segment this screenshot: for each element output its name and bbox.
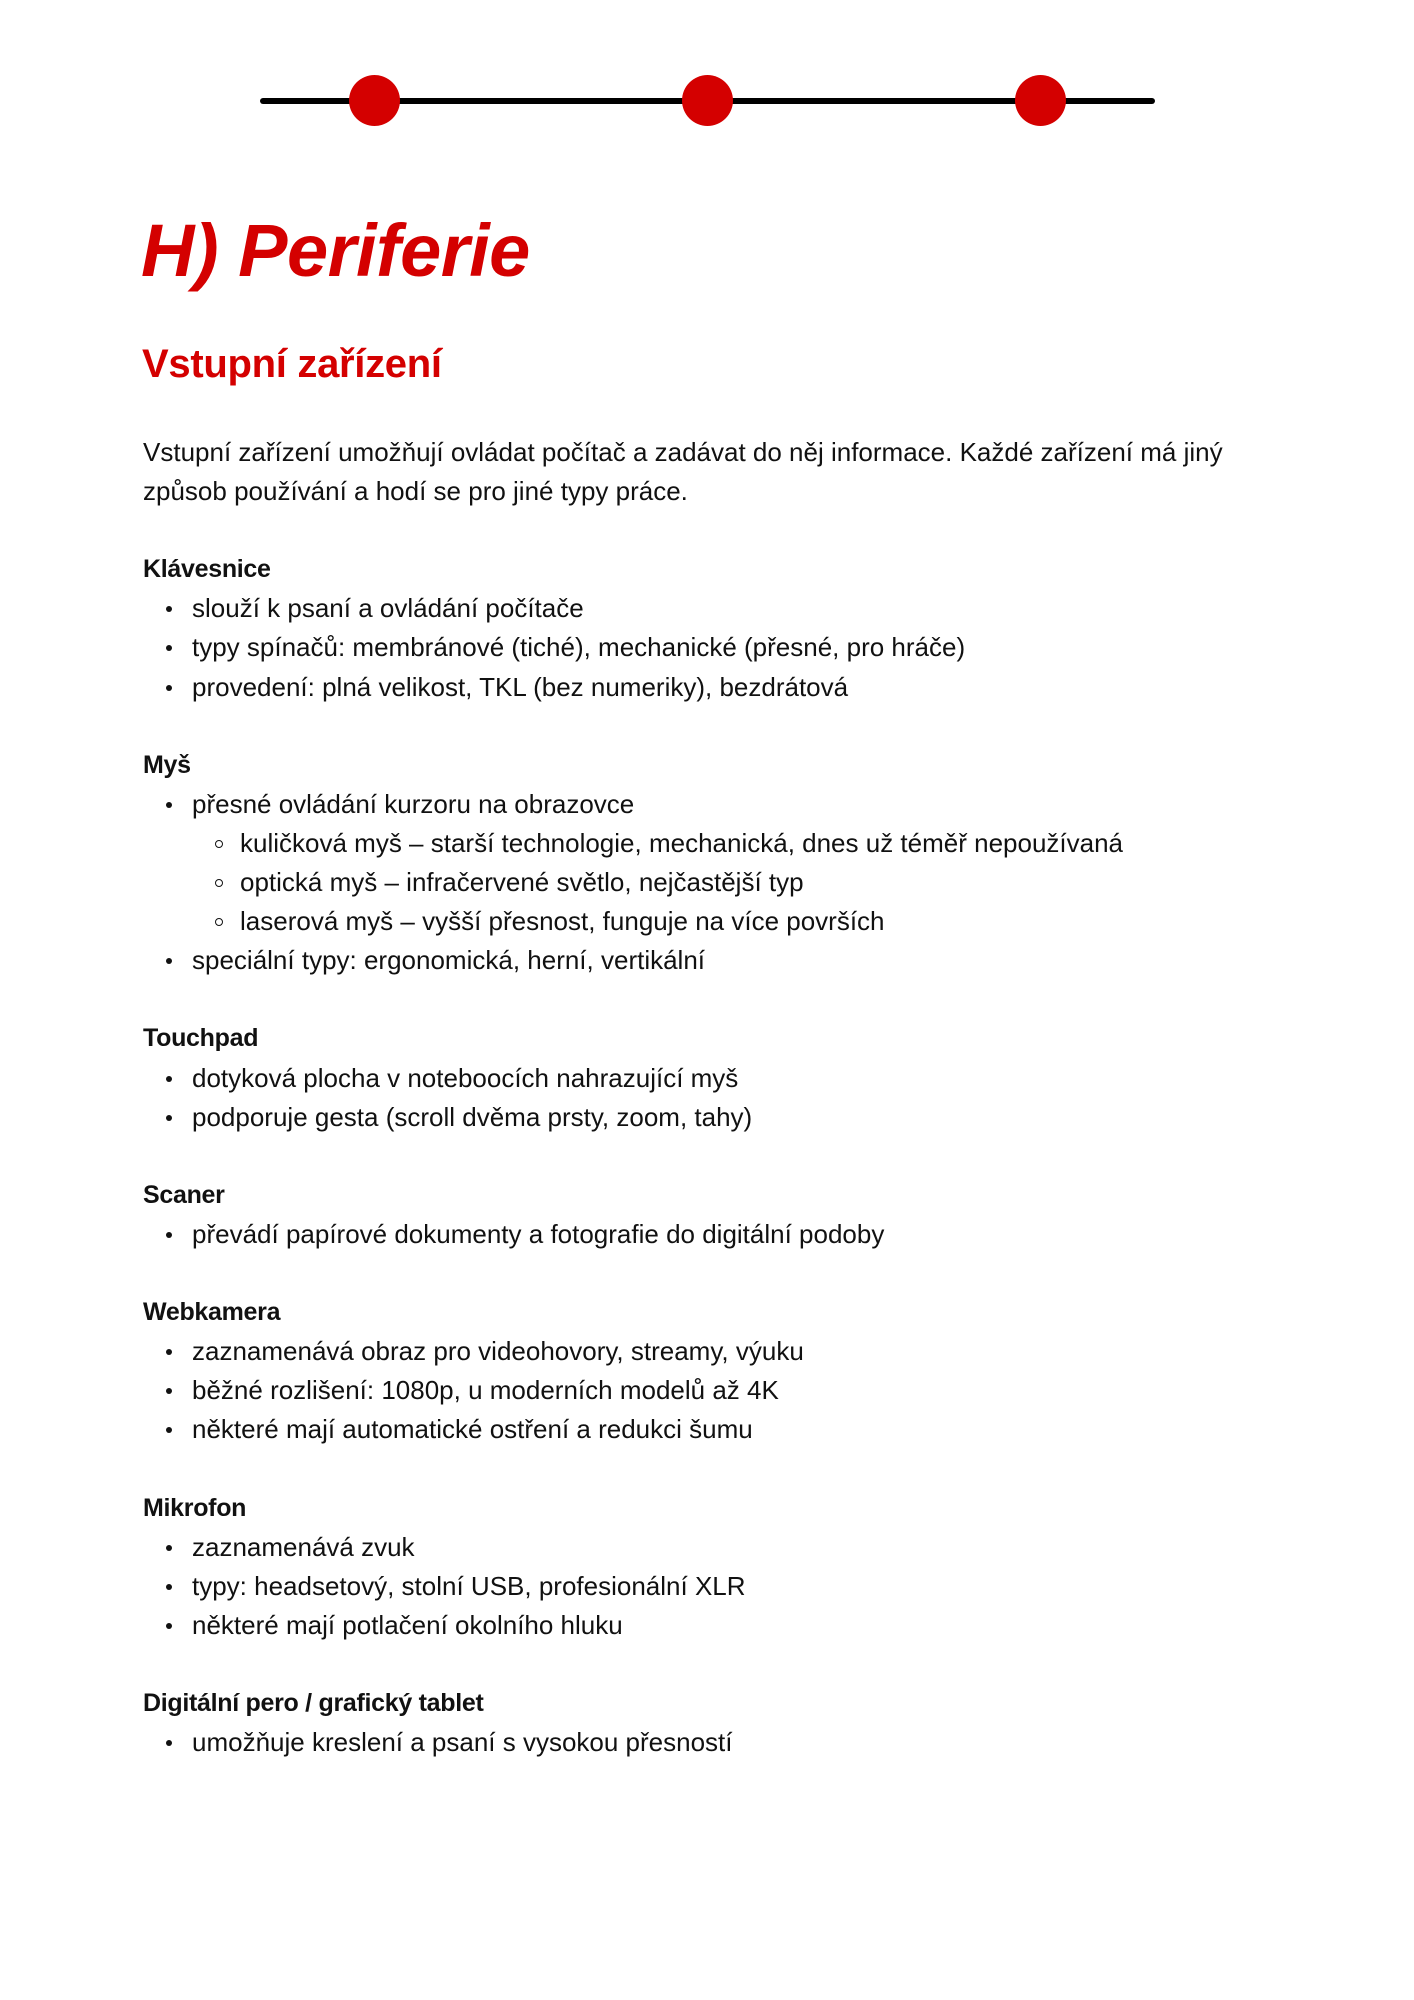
device-section-microphone <box>143 1489 1283 1645</box>
bullet-list <box>143 785 1283 980</box>
document-body <box>143 433 1283 1801</box>
bullet-icon <box>166 685 172 691</box>
list-item-text: slouží k psaní a ovládání počítače <box>192 593 584 624</box>
list-item <box>143 1528 1283 1567</box>
list-item <box>143 589 1283 628</box>
device-section-keyboard <box>143 550 1283 706</box>
bullet-icon <box>166 1740 172 1746</box>
list-item <box>143 628 1283 667</box>
list-item <box>143 1723 1283 1762</box>
list-item <box>143 1098 1283 1137</box>
bullet-icon <box>166 1545 172 1551</box>
list-item <box>143 1332 1283 1371</box>
list-item-text: provedení: plná velikost, TKL (bez numeriky), bezdrátová <box>192 671 849 702</box>
bullet-icon <box>166 606 172 612</box>
bullet-icon <box>166 1427 172 1433</box>
sub-list-item-text: kuličková myš – starší technologie, mechanická, dnes už téměř nepoužívaná <box>240 827 1124 858</box>
sub-list-item-text: optická myš – infračervené světlo, nejčastější typ <box>240 867 804 898</box>
page-title: H) Periferie <box>141 209 530 292</box>
device-section-scanner <box>143 1176 1283 1254</box>
bullet-icon <box>166 645 172 651</box>
device-title: Scaner <box>143 1180 225 1209</box>
list-item <box>143 1059 1283 1098</box>
list-item-text: některé mají automatické ostření a redukci šumu <box>192 1414 753 1445</box>
list-item <box>143 1606 1283 1645</box>
timeline-dot-icon <box>349 75 400 126</box>
sub-list-item <box>192 824 1283 863</box>
list-item <box>143 668 1283 707</box>
device-section-webcam <box>143 1293 1283 1449</box>
device-section-mouse <box>143 746 1283 981</box>
list-item-text: umožňuje kreslení a psaní s vysokou přesností <box>192 1727 733 1758</box>
list-item-text: podporuje gesta (scroll dvěma prsty, zoom, tahy) <box>192 1101 753 1132</box>
sub-bullet-list <box>192 824 1283 941</box>
intro-paragraph: Vstupní zařízení umožňují ovládat počítač a zadávat do něj informace. Každé zařízení má jiný způsob používání a hodí se pro jiné typy práce. <box>143 437 1223 507</box>
device-title: Digitální pero / grafický tablet <box>143 1689 484 1717</box>
bullet-list <box>143 589 1283 706</box>
section-title: Vstupní zařízení <box>142 342 442 386</box>
list-item-text: dotyková plocha v noteboocích nahrazující myš <box>192 1062 739 1093</box>
list-item-text: speciální typy: ergonomická, herní, vertikální <box>192 945 706 976</box>
list-item-text: typy spínačů: membránové (tiché), mechanické (přesné, pro hráče) <box>192 632 966 663</box>
hollow-bullet-icon <box>215 879 223 887</box>
device-section-touchpad <box>143 1019 1283 1136</box>
sub-list-item <box>192 863 1283 902</box>
timeline-dot-icon <box>682 75 733 126</box>
device-title: Klávesnice <box>143 555 271 584</box>
list-item-text: některé mají potlačení okolního hluku <box>192 1609 623 1640</box>
list-item-text: přesné ovládání kurzoru na obrazovce <box>192 788 635 819</box>
bullet-icon <box>166 1349 172 1355</box>
bullet-icon <box>166 1623 172 1629</box>
list-item <box>143 1371 1283 1410</box>
bullet-list <box>143 1215 1283 1254</box>
bullet-icon <box>166 1232 172 1238</box>
device-section-digital-pen <box>143 1684 1283 1762</box>
device-title: Myš <box>143 750 191 779</box>
list-item <box>143 1410 1283 1449</box>
list-item <box>143 785 1283 941</box>
header-decoration <box>0 0 1414 160</box>
bullet-icon <box>166 1076 172 1082</box>
hollow-bullet-icon <box>215 918 223 926</box>
list-item-text: převádí papírové dokumenty a fotografie do digitální podoby <box>192 1218 885 1249</box>
bullet-list <box>143 1059 1283 1137</box>
bullet-icon <box>166 1388 172 1394</box>
list-item-text: zaznamenává zvuk <box>192 1531 415 1562</box>
list-item <box>143 941 1283 980</box>
hollow-bullet-icon <box>215 840 223 848</box>
timeline-dot-icon <box>1015 75 1066 126</box>
list-item <box>143 1567 1283 1606</box>
sub-list-item-text: laserová myš – vyšší přesnost, funguje na více površích <box>240 906 885 937</box>
bullet-icon <box>166 802 172 808</box>
sub-list-item <box>192 902 1283 941</box>
bullet-icon <box>166 1115 172 1121</box>
bullet-list <box>143 1332 1283 1449</box>
device-title: Touchpad <box>143 1024 259 1053</box>
list-item-text: zaznamenává obraz pro videohovory, streamy, výuku <box>192 1336 804 1367</box>
device-title: Webkamera <box>143 1298 281 1327</box>
bullet-icon <box>166 958 172 964</box>
bullet-list <box>143 1723 1283 1762</box>
list-item-text: běžné rozlišení: 1080p, u moderních modelů až 4K <box>192 1375 779 1406</box>
bullet-icon <box>166 1584 172 1590</box>
list-item-text: typy: headsetový, stolní USB, profesionální XLR <box>192 1570 746 1601</box>
device-title: Mikrofon <box>143 1493 247 1522</box>
list-item <box>143 1215 1283 1254</box>
bullet-list <box>143 1528 1283 1645</box>
